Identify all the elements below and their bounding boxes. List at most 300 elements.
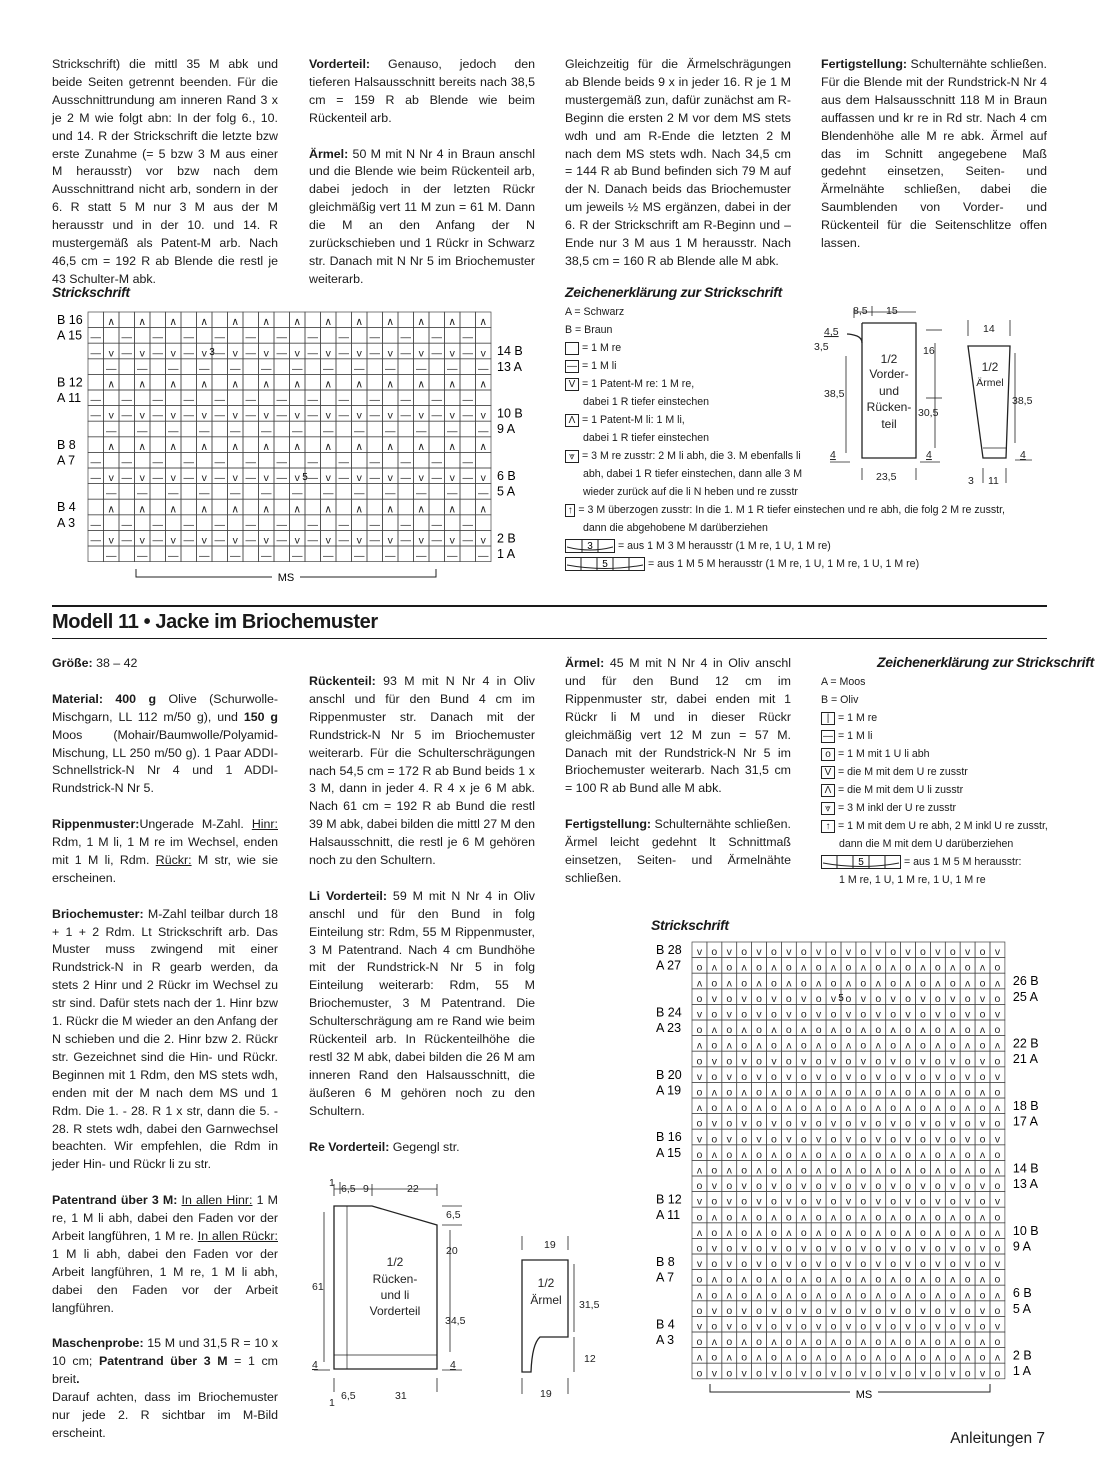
chart-symbol: ʌ <box>830 1086 837 1099</box>
chart-symbol: v <box>771 1367 777 1380</box>
chart-cell <box>367 499 383 515</box>
chart-symbol: v <box>830 1117 837 1130</box>
chart-symbol: — <box>276 518 287 531</box>
legend1-inc3: 3 = aus 1 M 3 M herausstr (1 M re, 1 U, 1 M re) <box>565 537 1005 555</box>
chart-symbol: o <box>949 946 956 959</box>
chart-symbol: ʌ <box>696 977 703 990</box>
legend1-patent-li-sub: dabei 1 R tiefer einstechen <box>583 432 710 444</box>
chart-symbol: v <box>387 409 393 422</box>
chart-symbol: o <box>890 1164 897 1177</box>
chart-cell <box>88 484 104 500</box>
chart-symbol: o <box>785 961 792 974</box>
chart-symbol: v <box>232 409 238 422</box>
chart-symbol: ∧ <box>200 316 209 329</box>
chart2-right-label: 9 A <box>1012 1239 1031 1254</box>
chart-cell <box>460 421 476 437</box>
chart-symbol: o <box>726 1117 733 1130</box>
chart-symbol: ʌ <box>816 1226 822 1239</box>
chart-symbol: o <box>711 946 718 959</box>
chart-cell <box>445 390 461 406</box>
chart-cell <box>429 484 445 500</box>
chart-symbol: — <box>214 394 225 407</box>
chart-symbol: o <box>875 1336 882 1349</box>
chart-symbol: v <box>449 534 455 547</box>
dim2-19-bottom: 19 <box>540 1388 552 1400</box>
chart-symbol: ʌ <box>950 1148 956 1161</box>
chart-symbol: — <box>369 347 380 360</box>
chart-symbol: v <box>979 1242 986 1255</box>
chart-symbol: — <box>183 409 194 422</box>
chart-symbol: v <box>449 472 455 485</box>
chart1-left-label: A 11 <box>57 391 82 405</box>
chart-symbol: — <box>276 409 287 422</box>
chart-symbol: o <box>845 1117 852 1130</box>
chart-symbol: o <box>875 1242 882 1255</box>
chart-symbol: — <box>90 518 101 531</box>
chart-symbol: ʌ <box>816 1039 822 1052</box>
chart-cell <box>274 359 290 375</box>
chart-symbol: — <box>462 394 473 407</box>
chart-symbol: ʌ <box>890 1024 896 1037</box>
chart-symbol: o <box>890 1289 897 1302</box>
chart-symbol: ʌ <box>950 1211 956 1224</box>
chart-symbol: o <box>741 977 748 990</box>
dim2-9: 9 <box>363 1183 369 1195</box>
chart-symbol: — <box>90 394 101 407</box>
chart-symbol: ∧ <box>448 378 457 391</box>
chart-symbol: — <box>245 472 256 485</box>
chart-symbol: ʌ <box>845 1164 852 1177</box>
dim-23-5: 23,5 <box>876 471 897 483</box>
chart-symbol: v <box>480 409 486 422</box>
chart-cell <box>336 421 352 437</box>
chart-symbol: ʌ <box>905 977 911 990</box>
chart2-left-label: B 4 <box>656 1317 675 1332</box>
chart-symbol: o <box>994 1304 1001 1317</box>
chart-symbol: ʌ <box>801 1086 807 1099</box>
chart-symbol: o <box>815 1336 822 1349</box>
chart-symbol: v <box>860 1367 866 1380</box>
chart-cell <box>383 452 399 468</box>
section-divider <box>52 605 1047 607</box>
chart-cell <box>181 359 197 375</box>
chart-symbol: — <box>183 472 194 485</box>
svg-text:Ärmel: Ärmel <box>976 377 1004 389</box>
chart-symbol: — <box>214 347 225 360</box>
chart-symbol: v <box>711 992 717 1005</box>
chart-symbol: v <box>875 1258 881 1271</box>
chart-symbol: ʌ <box>771 1273 777 1286</box>
chart-symbol: o <box>905 1055 911 1068</box>
chart-symbol: o <box>994 1148 1001 1161</box>
chart-cell <box>228 328 244 344</box>
chart-cell <box>305 484 321 500</box>
chart-cell <box>259 390 275 406</box>
chart-cell <box>305 499 321 515</box>
chart-cell <box>166 452 182 468</box>
chart-symbol: o <box>711 1351 718 1364</box>
aermel-text: 50 M mit N Nr 4 in Braun anschl und die Blende wie beim Rückenteil arb, dabei jedoch in der letzten Rückr gleichmäßig vert 11 M zun = 61 M. Dann die M an den Anfang der N zurückschieben und 1 Rückr in Schwarz str. Danach mit N Nr 5 im Briochemuster weiterarb. <box>309 146 535 286</box>
chart-symbol: ʌ <box>741 1273 747 1286</box>
chart-symbol: v <box>979 1055 986 1068</box>
chart-symbol: ʌ <box>845 977 852 990</box>
chart-symbol: o <box>771 1102 777 1115</box>
chart-symbol: — <box>245 518 256 531</box>
chart-symbol: ʌ <box>860 961 866 974</box>
chart-symbol: ∧ <box>386 440 395 453</box>
chart-symbol: — <box>338 456 349 469</box>
chart-symbol: o <box>726 1242 733 1255</box>
chart-symbol: v <box>994 1133 1001 1146</box>
chart-symbol: ʌ <box>965 1351 971 1364</box>
chart-symbol: v <box>801 1055 807 1068</box>
knitting-chart-2 <box>650 938 1050 1418</box>
chart-symbol: o <box>920 1351 926 1364</box>
chart2-left-label: B 12 <box>656 1192 682 1207</box>
chart-symbol: o <box>741 1070 748 1083</box>
chart-symbol: v <box>905 1258 911 1271</box>
chart-symbol: o <box>860 1195 867 1208</box>
chart-symbol: o <box>860 1039 867 1052</box>
chart-cell <box>336 499 352 515</box>
chart-symbol: o <box>905 1242 911 1255</box>
chart-symbol: o <box>890 1226 897 1239</box>
chart-symbol: ∧ <box>107 316 116 329</box>
chart-cell <box>243 437 259 453</box>
chart-symbol: o <box>905 1180 911 1193</box>
chart-symbol: ʌ <box>830 1336 837 1349</box>
chart-symbol: v <box>816 1258 822 1271</box>
chart-symbol: o <box>964 1117 971 1130</box>
chart-symbol: o <box>860 977 867 990</box>
chart-cell <box>398 484 414 500</box>
chart-symbol: v <box>920 1304 926 1317</box>
chart-cell <box>197 452 213 468</box>
chart-symbol: v <box>845 1320 852 1333</box>
chart-symbol: — <box>168 362 179 375</box>
chart-cell <box>460 484 476 500</box>
legend1-patent-re-sub: dabei 1 R tiefer einstechen <box>583 396 710 408</box>
chart-symbol: o <box>934 1336 941 1349</box>
purl-symbol-icon: — <box>823 730 833 742</box>
chart-symbol: o <box>696 1242 703 1255</box>
chart-symbol: o <box>949 1070 956 1083</box>
chart-cell <box>305 437 321 453</box>
dim-4-left: 4 <box>830 449 836 461</box>
chart-symbol: — <box>400 518 411 531</box>
chart-symbol: ∧ <box>355 503 364 516</box>
chart-symbol: o <box>949 1008 956 1021</box>
chart-symbol: ∧ <box>262 378 271 391</box>
chart-symbol: ∧ <box>107 378 116 391</box>
chart-symbol: v <box>325 409 331 422</box>
chart-symbol: v <box>875 1320 881 1333</box>
chart-symbol: o <box>920 1133 926 1146</box>
chart-symbol: — <box>214 331 225 344</box>
chart-symbol: o <box>860 946 867 959</box>
dim-14: 14 <box>983 323 995 335</box>
chart-symbol: — <box>447 487 458 500</box>
chart-symbol: — <box>199 425 210 438</box>
chart-symbol: o <box>934 1086 941 1099</box>
chart-symbol: — <box>199 550 210 563</box>
chart-symbol: ʌ <box>771 961 777 974</box>
chart-symbol: — <box>323 362 334 375</box>
chart-symbol: ʌ <box>905 1351 911 1364</box>
chart-symbol: — <box>416 425 427 438</box>
legend2-inc5-sub: 1 M re, 1 U, 1 M re, 1 U, 1 M re <box>839 874 986 886</box>
chart-cell <box>290 328 306 344</box>
chart-symbol: ʌ <box>741 961 747 974</box>
chart-symbol: — <box>354 362 365 375</box>
chart-symbol: ʌ <box>935 1164 941 1177</box>
schema-1 <box>810 298 1050 493</box>
chart-symbol: v <box>711 1117 717 1130</box>
chart-symbol: ∧ <box>448 316 457 329</box>
chart-symbol: o <box>726 1024 733 1037</box>
chart-symbol: o <box>994 1055 1001 1068</box>
chart-symbol: o <box>800 1289 807 1302</box>
chart-symbol: ʌ <box>950 1024 956 1037</box>
chart-symbol: v <box>201 347 207 360</box>
chart-symbol: ʌ <box>801 1273 807 1286</box>
chart-symbol: v <box>845 946 852 959</box>
chart-symbol: — <box>462 456 473 469</box>
chart-symbol: ʌ <box>801 961 807 974</box>
legend1-li: — = 1 M li <box>567 360 617 372</box>
chart-symbol: o <box>875 1024 882 1037</box>
chart1-left-label: B 16 <box>57 313 83 327</box>
chart-symbol: v <box>480 534 486 547</box>
chart-symbol: o <box>830 1320 837 1333</box>
chart-symbol: v <box>890 1180 896 1193</box>
chart-symbol: ʌ <box>994 977 1001 990</box>
chart-symbol: o <box>934 1180 941 1193</box>
chart-symbol: ʌ <box>920 1086 926 1099</box>
chart-cell <box>228 390 244 406</box>
chart-cell <box>305 312 321 328</box>
chart-symbol: v <box>845 1133 852 1146</box>
chart1-right-label: 2 B <box>497 531 516 546</box>
chart-symbol: o <box>830 1258 837 1271</box>
dim2-34-5: 34,5 <box>445 1315 466 1327</box>
chart-cell <box>398 421 414 437</box>
chart-symbol: ʌ <box>950 1336 956 1349</box>
chart-symbol: — <box>230 425 241 438</box>
chart-symbol: ʌ <box>696 1039 703 1052</box>
chart-symbol: — <box>400 331 411 344</box>
chart-cell <box>88 421 104 437</box>
chart-symbol: o <box>934 992 941 1005</box>
chart-symbol: — <box>323 425 334 438</box>
chart-symbol: ʌ <box>771 1336 777 1349</box>
chart-symbol: o <box>771 1133 777 1146</box>
chart-symbol: — <box>338 409 349 422</box>
caret-symbol-icon: Λ <box>821 784 835 797</box>
chart-symbol: o <box>845 1024 852 1037</box>
chart-cell <box>476 328 492 344</box>
chart-symbol: o <box>800 1102 807 1115</box>
chart-symbol: ʌ <box>979 1211 986 1224</box>
chart-symbol: v <box>418 409 424 422</box>
chart-symbol: — <box>168 425 179 438</box>
svg-text:und: und <box>878 384 900 398</box>
chart-symbol: o <box>920 1070 926 1083</box>
chart-symbol: ∧ <box>479 503 488 516</box>
chart-symbol: ʌ <box>830 961 837 974</box>
chart-symbol: — <box>307 347 318 360</box>
chart-cell <box>181 499 197 515</box>
chart-symbol: ∧ <box>355 378 364 391</box>
chart-symbol: v <box>905 1195 911 1208</box>
chart-symbol: — <box>90 347 101 360</box>
purl-symbol-icon: — <box>567 360 577 372</box>
chart-symbol: v <box>726 1195 732 1208</box>
svg-text:Ärmel: Ärmel <box>530 1293 562 1307</box>
chart-symbol: — <box>121 347 132 360</box>
chart-symbol: ʌ <box>890 961 896 974</box>
chart-symbol: — <box>137 425 148 438</box>
chart-symbol: o <box>890 1258 897 1271</box>
chart-symbol: v <box>935 1258 941 1271</box>
legend1-3re: ⩔ = 3 M re zusstr: 2 M li abh, die 3. M ebenfalls li <box>565 447 1005 465</box>
chart-symbol: ʌ <box>845 1226 852 1239</box>
chart-cell <box>166 515 182 531</box>
chart-cell <box>259 515 275 531</box>
chart-symbol: o <box>771 1226 777 1239</box>
chart-cell <box>119 359 135 375</box>
chart-symbol: o <box>771 1039 777 1052</box>
chart-cell <box>429 499 445 515</box>
chart-symbol: ʌ <box>920 1336 926 1349</box>
chart-cell <box>181 374 197 390</box>
legend1-3ueberzogen-sub: dann die abgehobene M darüberziehen <box>583 522 768 534</box>
chart-symbol: o <box>830 977 837 990</box>
chart-symbol: v <box>741 1304 747 1317</box>
chart-symbol: o <box>934 1242 941 1255</box>
chart-cell <box>181 437 197 453</box>
chart-symbol: v <box>920 1242 926 1255</box>
chart-symbol: — <box>214 534 225 547</box>
chart-symbol: o <box>771 1258 777 1271</box>
chart-symbol: ∧ <box>169 440 178 453</box>
chart-symbol: v <box>741 1367 747 1380</box>
chart-symbol: o <box>860 1164 867 1177</box>
chart-symbol: o <box>949 1195 956 1208</box>
chart-symbol: ∧ <box>355 440 364 453</box>
chart-symbol: — <box>199 487 210 500</box>
chart2-left-label: A 3 <box>656 1333 675 1347</box>
chart-symbol: o <box>845 1211 852 1224</box>
chart-symbol: ʌ <box>786 1164 792 1177</box>
chart-symbol: v <box>108 409 114 422</box>
chart-symbol: o <box>711 1039 718 1052</box>
chart-symbol: ʌ <box>801 1211 807 1224</box>
chart-symbol: v <box>232 347 238 360</box>
knit-bar-symbol-icon: | <box>821 712 835 725</box>
chart-symbol: o <box>875 1273 882 1286</box>
chart-symbol: ∧ <box>231 316 240 329</box>
chart-cell <box>290 515 306 531</box>
chart-symbol: v <box>801 1180 807 1193</box>
chart-symbol: ∧ <box>386 378 395 391</box>
chart-symbol: — <box>478 487 489 500</box>
chart-symbol: — <box>307 394 318 407</box>
chart-symbol: o <box>845 1086 852 1099</box>
chart-symbol: o <box>741 1320 748 1333</box>
chart-cell <box>150 437 166 453</box>
chart-symbol: ʌ <box>965 977 971 990</box>
m11-fertig-para: Fertigstellung: Schulternähte schließen. Ärmel leicht gedehnt lt Schnittmaß einsetzen, Seiten- und Ärmelnähte schließen. <box>565 817 791 885</box>
chart-symbol: — <box>230 487 241 500</box>
legend1-patent-li: Λ = 1 Patent-M li: 1 M li, <box>565 411 1005 429</box>
chart-cell <box>274 484 290 500</box>
chart-symbol: v <box>294 347 300 360</box>
chart-symbol: v <box>325 472 331 485</box>
chart-symbol: ʌ <box>816 1351 822 1364</box>
chart-symbol: o <box>920 1039 926 1052</box>
chart-cell <box>398 499 414 515</box>
chart-symbol: — <box>230 550 241 563</box>
top-col-4 <box>821 56 1047 271</box>
chart-cell <box>336 437 352 453</box>
chart-symbol: o <box>815 992 822 1005</box>
chart-symbol: ʌ <box>711 1273 717 1286</box>
chart-symbol: o <box>771 1320 777 1333</box>
chart-symbol: o <box>934 1211 941 1224</box>
chart-symbol: v <box>890 1304 896 1317</box>
legend1-title: Zeichenerklärung zur Strickschrift <box>565 284 782 300</box>
chart-symbol: v <box>979 992 986 1005</box>
chart-symbol: ∧ <box>293 503 302 516</box>
chart-cell <box>243 421 259 437</box>
chart-symbol: — <box>369 394 380 407</box>
chart2-left-label: B 16 <box>656 1130 682 1145</box>
chart1-right-label: 6 B <box>497 469 516 483</box>
chart-symbol: o <box>905 1336 911 1349</box>
chart-symbol: ʌ <box>979 1148 986 1161</box>
chart-symbol: o <box>815 1148 822 1161</box>
chart-symbol: ʌ <box>965 1102 971 1115</box>
chart1-left-label: A 15 <box>57 328 83 343</box>
chart-symbol: v <box>170 347 176 360</box>
chart-symbol: v <box>356 534 362 547</box>
chart-symbol: — <box>152 518 163 531</box>
dim2-31: 31 <box>395 1390 407 1402</box>
chart-symbol: v <box>139 347 145 360</box>
chart-cell <box>181 484 197 500</box>
chart-symbol: v <box>994 1195 1001 1208</box>
chart-symbol: v <box>845 1258 852 1271</box>
chart-cell <box>212 312 228 328</box>
chart-symbol: o <box>696 961 703 974</box>
chart-symbol: o <box>949 1289 956 1302</box>
chart-symbol: — <box>245 409 256 422</box>
chart-symbol: v <box>356 409 362 422</box>
chart-cell <box>429 312 445 328</box>
chart-cell <box>398 359 414 375</box>
chart-symbol: v <box>170 534 176 547</box>
chart-symbol: v <box>950 1117 956 1130</box>
chart-symbol: ʌ <box>920 1024 926 1037</box>
chart-symbol: v <box>830 1180 837 1193</box>
chart2-grid <box>692 942 1005 1379</box>
chart-symbol: ʌ <box>935 977 941 990</box>
chart-symbol: — <box>168 550 179 563</box>
legend1-a: A = Schwarz <box>565 306 625 318</box>
chart-symbol: ʌ <box>756 1039 762 1052</box>
chart-symbol: — <box>338 347 349 360</box>
